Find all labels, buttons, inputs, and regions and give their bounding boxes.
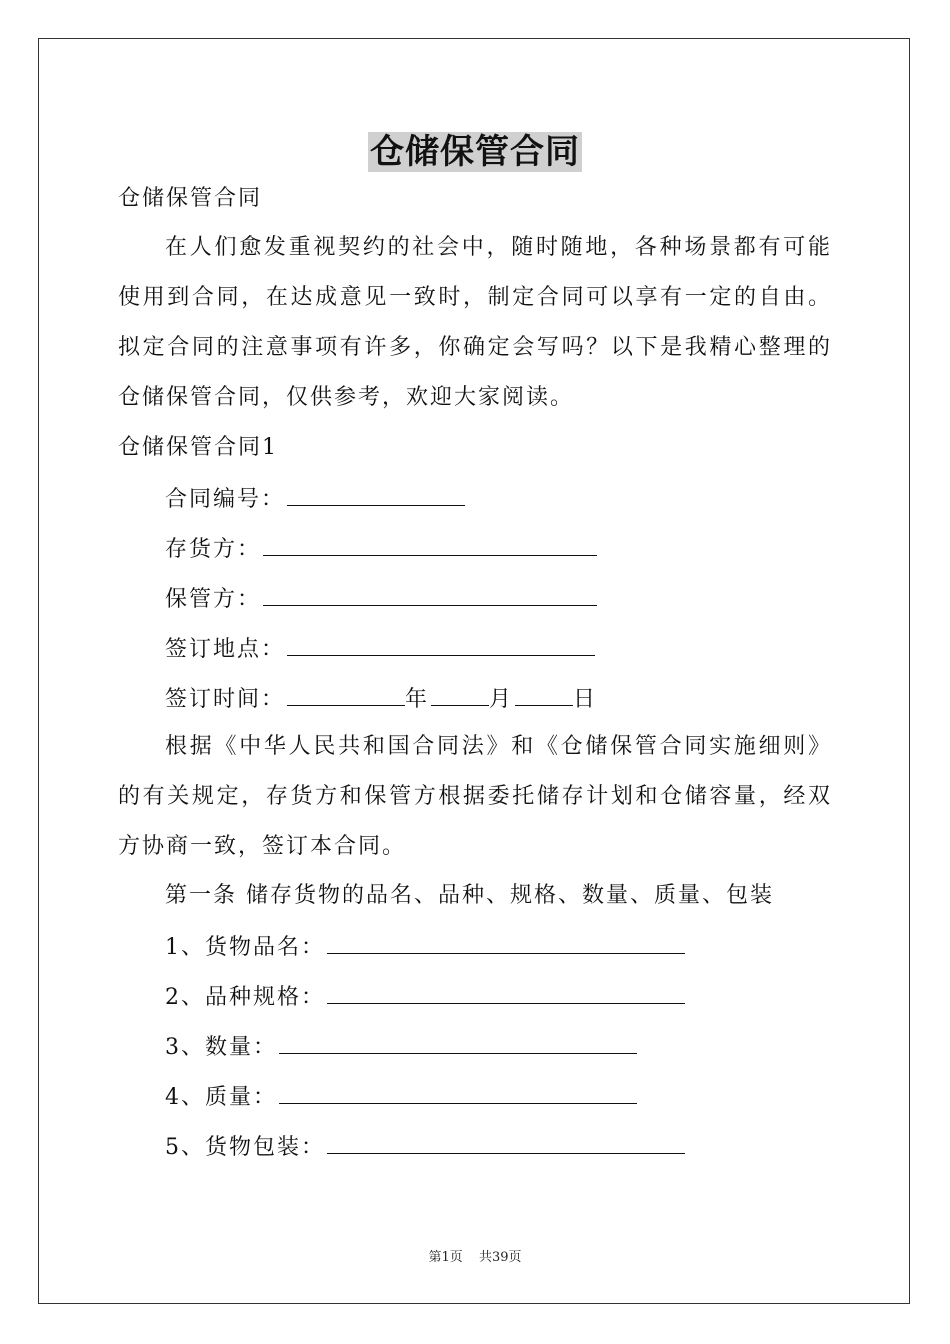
page-total: 共39页	[478, 1250, 522, 1265]
item-label: 2、品种规格：	[165, 985, 325, 1010]
item-label: 5、货物包装：	[165, 1135, 325, 1160]
custodian-blank	[263, 583, 597, 606]
sign-place-blank	[287, 633, 595, 656]
item-blank	[279, 1031, 637, 1054]
contract-no-blank	[287, 483, 465, 506]
item-label: 1、货物品名：	[165, 935, 325, 960]
month-label: 月	[489, 687, 514, 712]
document-subtitle: 仓储保管合同	[118, 186, 263, 211]
basis-paragraph: 根据《中华人民共和国合同法》和《仓储保管合同实施细则》的有关规定，存货方和保管方根据委托储存计划和仓储容量，经双方协商一致，签订本合同。	[118, 734, 832, 859]
depositor-line	[165, 533, 597, 565]
item-goods-name	[165, 931, 685, 963]
custodian-line	[165, 583, 597, 615]
depositor-label: 存货方：	[165, 537, 262, 562]
custodian-label: 保管方：	[165, 587, 262, 612]
day-label: 日	[573, 687, 598, 712]
year-blank	[287, 683, 405, 706]
article-1-heading: 第一条 储存货物的品名、品种、规格、数量、质量、包装	[165, 883, 774, 908]
item-label: 4、质量：	[165, 1085, 277, 1110]
contract-no-label: 合同编号：	[165, 487, 286, 512]
year-label: 年	[405, 687, 430, 712]
item-blank	[279, 1081, 637, 1104]
document-title	[0, 124, 950, 173]
item-packaging	[165, 1131, 685, 1163]
depositor-blank	[263, 533, 597, 556]
item-blank	[327, 931, 685, 954]
sign-place-label: 签订地点：	[165, 637, 286, 662]
item-blank	[327, 981, 685, 1004]
item-blank	[327, 1131, 685, 1154]
item-spec	[165, 981, 685, 1013]
item-quality	[165, 1081, 637, 1113]
contract-no-line	[165, 483, 465, 515]
sign-time-line	[165, 683, 597, 715]
day-blank	[515, 683, 573, 706]
page-number: 第1页	[428, 1250, 463, 1265]
month-blank	[431, 683, 489, 706]
item-label: 3、数量：	[165, 1035, 277, 1060]
section-title: 仓储保管合同1	[118, 435, 278, 460]
sign-place-line	[165, 633, 595, 665]
item-quantity	[165, 1031, 637, 1063]
page-footer	[0, 1246, 950, 1265]
intro-paragraph: 在人们愈发重视契约的社会中，随时随地，各种场景都有可能使用到合同，在达成意见一致时，制定合同可以享有一定的自由。拟定合同的注意事项有许多，你确定会写吗？以下是我精心整理的仓储保管合同，仅供参考，欢迎大家阅读。	[118, 235, 832, 410]
document-title-text: 仓储保管合同	[370, 132, 580, 172]
sign-time-label: 签订时间：	[165, 687, 286, 712]
